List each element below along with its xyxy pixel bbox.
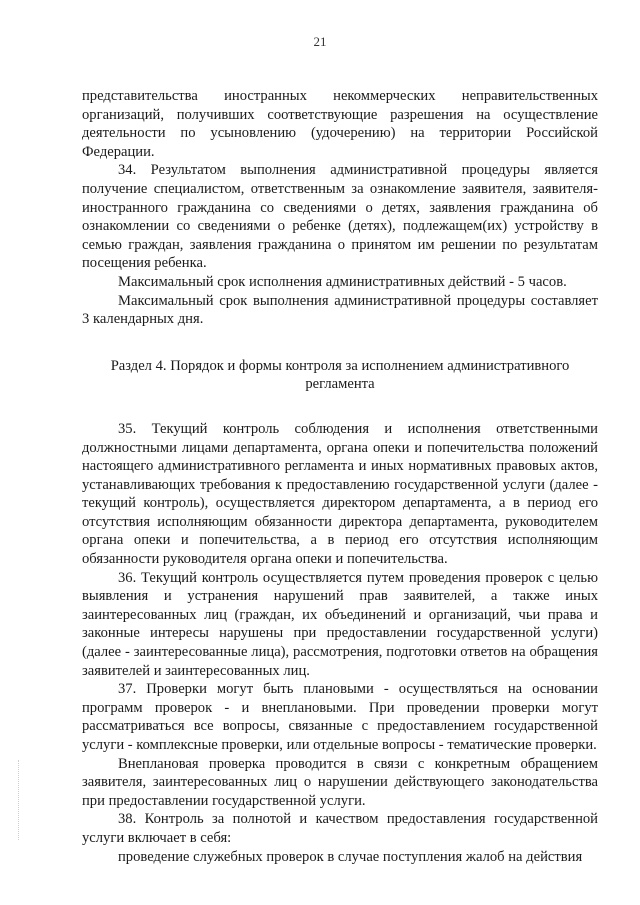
paragraph-intro: представительства иностранных некоммерческих неправительственных организаций, получивших соответствующие разрешения на осуществление деятельности по усыновлению (удочерению) на территории Российской Федерации. bbox=[82, 88, 598, 160]
scan-artifact bbox=[18, 760, 21, 840]
section-heading: Раздел 4. Порядок и формы контроля за исполнением административного регламента bbox=[110, 357, 570, 393]
paragraph-max-actions: Максимальный срок исполнения административных действий - 5 часов. bbox=[118, 273, 567, 290]
paragraph-38-item: проведение служебных проверок в случае поступления жалоб на действия bbox=[118, 848, 583, 865]
paragraph-38: 38. Контроль за полнотой и качеством предоставления государственной услуги включает в себя: bbox=[82, 811, 598, 846]
page-number: 21 bbox=[313, 34, 327, 49]
paragraph-36: 36. Текущий контроль осуществляется путем проведения проверок с целью выявления и устранения нарушений прав заявителей, а также иных заинтересованных лиц (граждан, их объединений и организаций, чьи права и законные интересы нарушены при предоставлении государственной услуги) (далее - заинтересованные лица), рассмотрения, подготовки ответов на обращения заявителей и заинтересованных лиц. bbox=[82, 569, 598, 679]
paragraph-unplanned-check: Внеплановая проверка проводится в связи с конкретным обращением заявителя, заинтересованных лиц о нарушении действующего законодательства при предоставлении государственной услуги. bbox=[82, 755, 598, 809]
paragraph-34: 34. Результатом выполнения административной процедуры является получение специалистом, ответственным за ознакомление заявителя, заявителя-иностранного гражданина со сведениями о детях, заявления гражданина об ознакомлении со сведениями о ребенке (детях), подлежащем(их) устройству в семью граждан, заявления гражданина о принятом им решении по результатам посещения ребенка. bbox=[82, 162, 598, 272]
document-body bbox=[82, 87, 598, 866]
paragraph-37: 37. Проверки могут быть плановыми - осуществляться на основании программ проверок - и внеплановыми. При проведении проверки могут рассматриваться все вопросы, связанные с предоставлением государственной услуги - комплексные проверки, или отдельные вопросы - тематические проверки. bbox=[82, 681, 598, 753]
paragraph-max-procedure: Максимальный срок выполнения административной процедуры составляет 3 календарных дня. bbox=[82, 292, 598, 328]
paragraph-35: 35. Текущий контроль соблюдения и исполнения ответственными должностными лицами департамента, органа опеки и попечительства положений настоящего административного регламента и иных нормативных правовых актов, устанавливающих требования к предоставлению государственной услуги (далее - текущий контроль), осуществляется директором департамента, а в период его отсутствия исполняющим обязанности директора департамента, руководителем органа опеки и попечительства, а в период его отсутствия исполняющим обязанности руководителя органа опеки и попечительства. bbox=[82, 420, 598, 568]
